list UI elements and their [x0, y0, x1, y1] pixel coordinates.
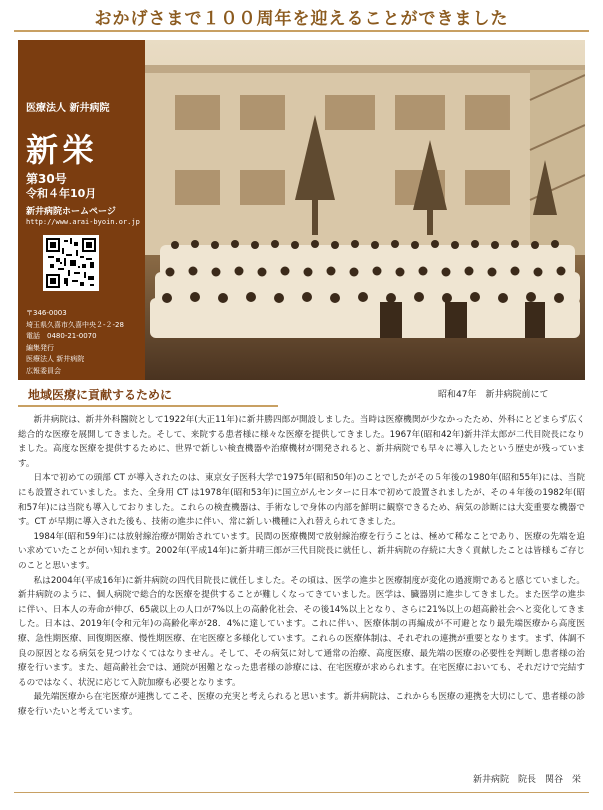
- contact-block: [26, 308, 124, 377]
- publisher-label: 編集発行: [26, 343, 54, 352]
- paragraph: 新井病院は、新井外科醫院として1922年(大正11年)に新井勝四郎が開設しました。当時は医療機関が少なかったため、外科にとどまらず広く総合的な医療を展開してきました。そして、来院する患者様に様々な医療を提供してきました。1967年(昭和42年)新井洋太郎が二代目院長になりました。高度な医療を提供するために、世界で新しい検査機器や治療機材が開発されると、新井病院でも早々に導入したという歴史が残っています。: [18, 415, 585, 469]
- homepage-label: 新井病院ホームページ: [26, 207, 116, 217]
- bottom-divider: [14, 792, 589, 793]
- headline: おかげさまで１００周年を迎えることができました: [94, 9, 509, 29]
- section-title: 地域医療に貢献するために: [28, 388, 173, 402]
- qr-code-icon[interactable]: [43, 235, 99, 291]
- phone: 電話 0480-21-0070: [26, 332, 97, 340]
- masthead-sidebar: [18, 40, 145, 380]
- newsletter-title: 新栄: [26, 131, 99, 169]
- address: 埼玉県久喜市久喜中央２-２-28: [26, 320, 124, 329]
- paragraph: 日本で初めての頭部 CT が導入されたのは、東京女子医科大学で1975年(昭和50年)のことでしたがその５年後の1980年(昭和55年)には、当院にも設置されていました。また、全身用 CT は1978年(昭和53年)に国立がんセンターに日本で初めて設置されましたが、その４年後の1982年(昭和57年)には当院も導入しておりました。これらの検査機器は、手術なしで身体の内部を鮮明に観察できるため、病気の診断には大変重要な機器です。CT が早期に導入された後も、技術の進歩に伴い、常に新しい機種に入れ替えられてきました。: [18, 473, 585, 528]
- homepage-url[interactable]: http://www.arai-byoin.or.jp: [26, 218, 140, 226]
- issue-number: 第30号: [26, 172, 67, 186]
- article-body: [18, 413, 585, 719]
- paragraph: 私は2004年(平成16年)に新井病院の四代目院長に就任しました。その頃は、医学の進歩と医療制度が変化の過渡期であると感じていました。新井病院のように、個人病院で総合的な医療を提供することが難しくなってきていました。医学は、臓器別に進歩してきました。また医学の進歩に伴い、日本人の寿命が伸び、65歳以上の人口が7%以上の高齢化社会、その後14%以上となり、さらに21%以上の超高齢社会へと変化してきました。日本は、2019年(令和元年)の高齢化率が28．4%に達しています。これに伴い、医療体制の再編成が不可避となり最先端医療から高度医療、急性期医療、回復期医療、慢性期医療、在宅医療と多様化しています。これらの医療体制は、それぞれの連携が重要となります。まず、体調不良の原因となる病気を見つけなくてはなりません。そして、その病気に対して通常の治療、高度医療、最先端の医療の必要性を判断し患者様の治療を行います。また、超高齢社会では、通院が困難となった患者様の診療には、在宅医療が求められます。在宅医療においても、それだけで完結するのではなく、状況に応じて入院加療も必要となります。: [18, 575, 585, 688]
- issue-date: 令和４年10月: [26, 187, 97, 200]
- signature: 新井病院 院長 関谷 栄: [472, 775, 581, 785]
- paragraph: 1984年(昭和59年)には放射線治療が開始されています。民間の医療機関で放射線治療を行うことは、極めて稀なことであり、医療の先端を追い求めていたことが伺い知れます。2002年(平成14年)に新井晴三郎が三代目院長に就任し、新井病院の存続に大きく貢献したことは皆様もご存じのことと思います。: [18, 531, 585, 571]
- postal-code: 〒346-0003: [26, 309, 67, 317]
- sepia-photo-image: [145, 40, 585, 380]
- photo-caption: 昭和47年 新井病院前にて: [438, 390, 549, 400]
- hospital-name: 医療法人 新井病院: [26, 103, 110, 114]
- publisher-committee: 広報委員会: [26, 366, 61, 375]
- paragraph: 最先端医療から在宅医療が連携してこそ、医療の充実と考えられると思います。新井病院は、これからも医療の連携を大切にして、患者様の診療を行いたいと考えています。: [18, 692, 585, 717]
- group-photo: [145, 40, 585, 380]
- publisher-org: 医療法人 新井病院: [26, 355, 85, 363]
- top-divider: [14, 30, 589, 32]
